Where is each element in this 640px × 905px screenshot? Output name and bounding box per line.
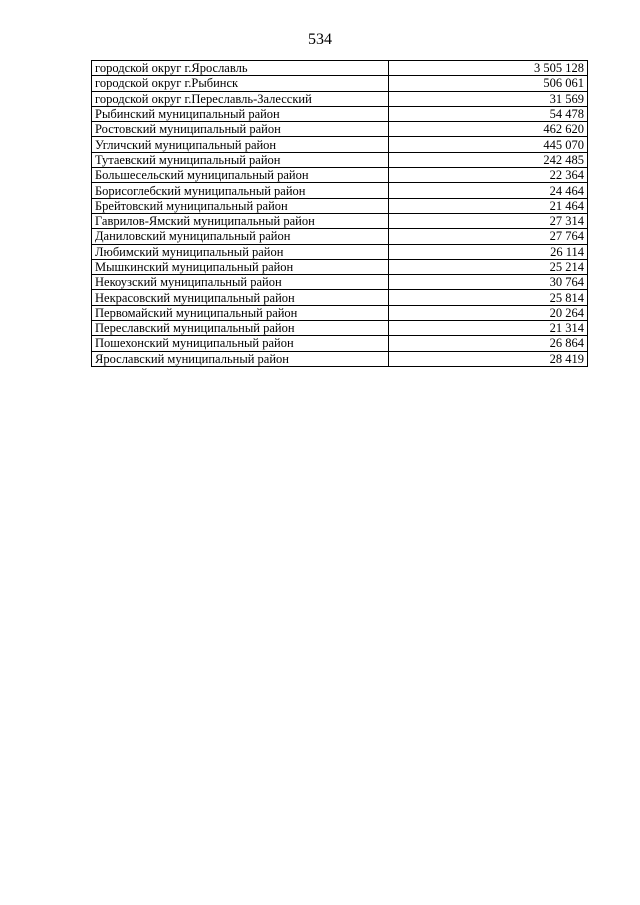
amount-cell: 3 505 128 xyxy=(389,61,588,76)
amount-cell: 25 214 xyxy=(389,259,588,274)
municipality-name-cell: Некрасовский муниципальный район xyxy=(92,290,389,305)
municipality-name-cell: Даниловский муниципальный район xyxy=(92,229,389,244)
table-row xyxy=(92,168,588,183)
municipality-name-cell: Первомайский муниципальный район xyxy=(92,305,389,320)
table-row xyxy=(92,91,588,106)
municipality-name-cell: городской округ г.Рыбинск xyxy=(92,76,389,91)
municipality-name-cell: Некоузский муниципальный район xyxy=(92,275,389,290)
amount-cell: 28 419 xyxy=(389,351,588,366)
municipality-name-cell: Угличский муниципальный район xyxy=(92,137,389,152)
municipality-name-cell: Любимский муниципальный район xyxy=(92,244,389,259)
municipality-name-cell: Ярославский муниципальный район xyxy=(92,351,389,366)
table-row xyxy=(92,61,588,76)
amount-cell: 25 814 xyxy=(389,290,588,305)
table-row xyxy=(92,183,588,198)
table-body xyxy=(92,61,588,367)
municipality-name-cell: Мышкинский муниципальный район xyxy=(92,259,389,274)
table-row xyxy=(92,336,588,351)
amount-cell: 22 364 xyxy=(389,168,588,183)
amount-cell: 20 264 xyxy=(389,305,588,320)
table-row xyxy=(92,122,588,137)
municipality-name-cell: Тутаевский муниципальный район xyxy=(92,152,389,167)
amount-cell: 242 485 xyxy=(389,152,588,167)
table-row xyxy=(92,321,588,336)
table-row xyxy=(92,76,588,91)
table-row xyxy=(92,198,588,213)
table-row xyxy=(92,152,588,167)
municipality-name-cell: городской округ г.Ярославль xyxy=(92,61,389,76)
page-number: 534 xyxy=(308,31,332,48)
amount-cell: 26 864 xyxy=(389,336,588,351)
amount-cell: 445 070 xyxy=(389,137,588,152)
table-row xyxy=(92,213,588,228)
amount-cell: 21 464 xyxy=(389,198,588,213)
table-row xyxy=(92,351,588,366)
table-row xyxy=(92,106,588,121)
amount-cell: 27 764 xyxy=(389,229,588,244)
amount-cell: 54 478 xyxy=(389,106,588,121)
municipality-name-cell: Борисоглебский муниципальный район xyxy=(92,183,389,198)
table-row xyxy=(92,290,588,305)
municipality-name-cell: Гаврилов-Ямский муниципальный район xyxy=(92,213,389,228)
municipality-name-cell: Рыбинский муниципальный район xyxy=(92,106,389,121)
data-table xyxy=(91,60,588,367)
municipality-name-cell: Пошехонский муниципальный район xyxy=(92,336,389,351)
amount-cell: 30 764 xyxy=(389,275,588,290)
municipality-name-cell: Ростовский муниципальный район xyxy=(92,122,389,137)
municipality-name-cell: городской округ г.Переславль-Залесский xyxy=(92,91,389,106)
amount-cell: 27 314 xyxy=(389,213,588,228)
table-row xyxy=(92,305,588,320)
amount-cell: 506 061 xyxy=(389,76,588,91)
amount-cell: 21 314 xyxy=(389,321,588,336)
table-row xyxy=(92,244,588,259)
amount-cell: 24 464 xyxy=(389,183,588,198)
table-row xyxy=(92,259,588,274)
municipality-name-cell: Брейтовский муниципальный район xyxy=(92,198,389,213)
table-row xyxy=(92,275,588,290)
amount-cell: 26 114 xyxy=(389,244,588,259)
table-row xyxy=(92,229,588,244)
amount-cell: 462 620 xyxy=(389,122,588,137)
table-row xyxy=(92,137,588,152)
municipality-name-cell: Переславский муниципальный район xyxy=(92,321,389,336)
amount-cell: 31 569 xyxy=(389,91,588,106)
municipality-name-cell: Большесельский муниципальный район xyxy=(92,168,389,183)
